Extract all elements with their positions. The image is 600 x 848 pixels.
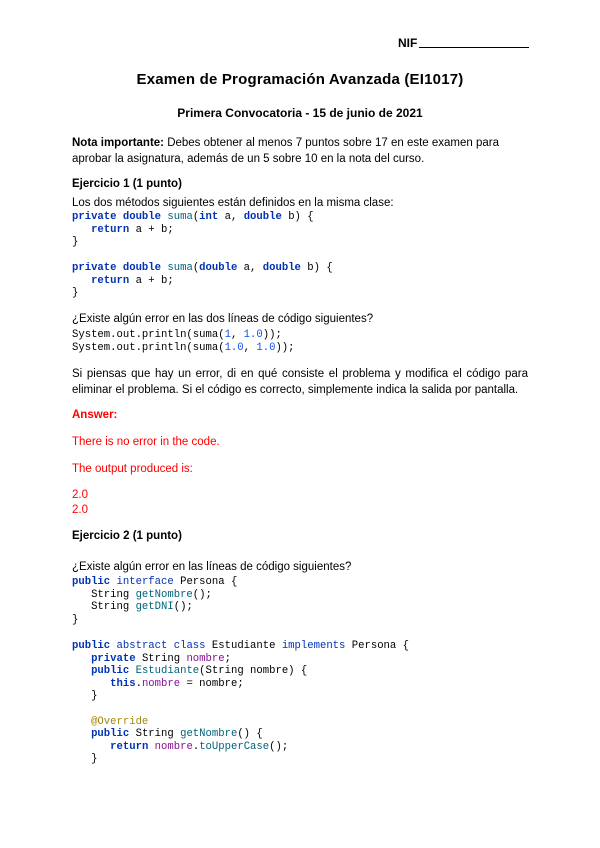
nif-blank-line	[419, 37, 529, 48]
answer-output-label: The output produced is:	[72, 463, 193, 475]
code-block-estudiante-class: public abstract class Estudiante implements Persona { private String nombre; public Estudiante(String nombre) { this.nombre = nombre; } @Override public String getNombre() { return nombre.toUpperCase(); }	[72, 640, 409, 766]
exercise-1-instructions: Si piensas que hay un error, di en qué consiste el problema y modifica el código para eliminar el problema. Si el código es correcto, simplemente indica la salida por pantalla.	[72, 368, 528, 396]
nif-field	[398, 36, 529, 50]
code-block-println-calls: System.out.println(suma(1, 1.0)); System.out.println(suma(1.0, 1.0));	[72, 329, 295, 354]
exam-subtitle: Primera Convocatoria - 15 de junio de 2021	[177, 106, 423, 120]
exam-title: Examen de Programación Avanzada (EI1017)	[136, 71, 464, 88]
exercise-1-question: ¿Existe algún error en las dos líneas de código siguientes?	[72, 313, 374, 325]
note-text: Debes obtener al menos 7 puntos sobre 17 en este examen para aprobar la asignatura, además de un 5 sobre 10 en la nota del curso.	[72, 137, 499, 165]
exercise-1-heading: Ejercicio 1 (1 punto)	[72, 178, 182, 190]
answer-no-error: There is no error in the code.	[72, 436, 220, 448]
answer-label: Answer:	[72, 409, 118, 421]
code-block-suma-int: private double suma(int a, double b) { return a + b; }	[72, 211, 314, 249]
nif-label: NIF	[398, 36, 418, 50]
note-label: Nota importante:	[72, 137, 164, 149]
important-note	[72, 135, 528, 167]
code-block-persona-interface: public interface Persona { String getNombre(); String getDNI(); }	[72, 576, 238, 626]
exercise-2-heading: Ejercicio 2 (1 punto)	[72, 530, 182, 542]
exercise-1-intro: Los dos métodos siguientes están definidos en la misma clase:	[72, 197, 394, 209]
answer-output-line: 2.0	[72, 489, 88, 501]
code-block-suma-double: private double suma(double a, double b) { return a + b; }	[72, 262, 333, 300]
answer-output-line: 2.0	[72, 504, 88, 516]
exercise-2-question: ¿Existe algún error en las líneas de código siguientes?	[72, 561, 352, 573]
